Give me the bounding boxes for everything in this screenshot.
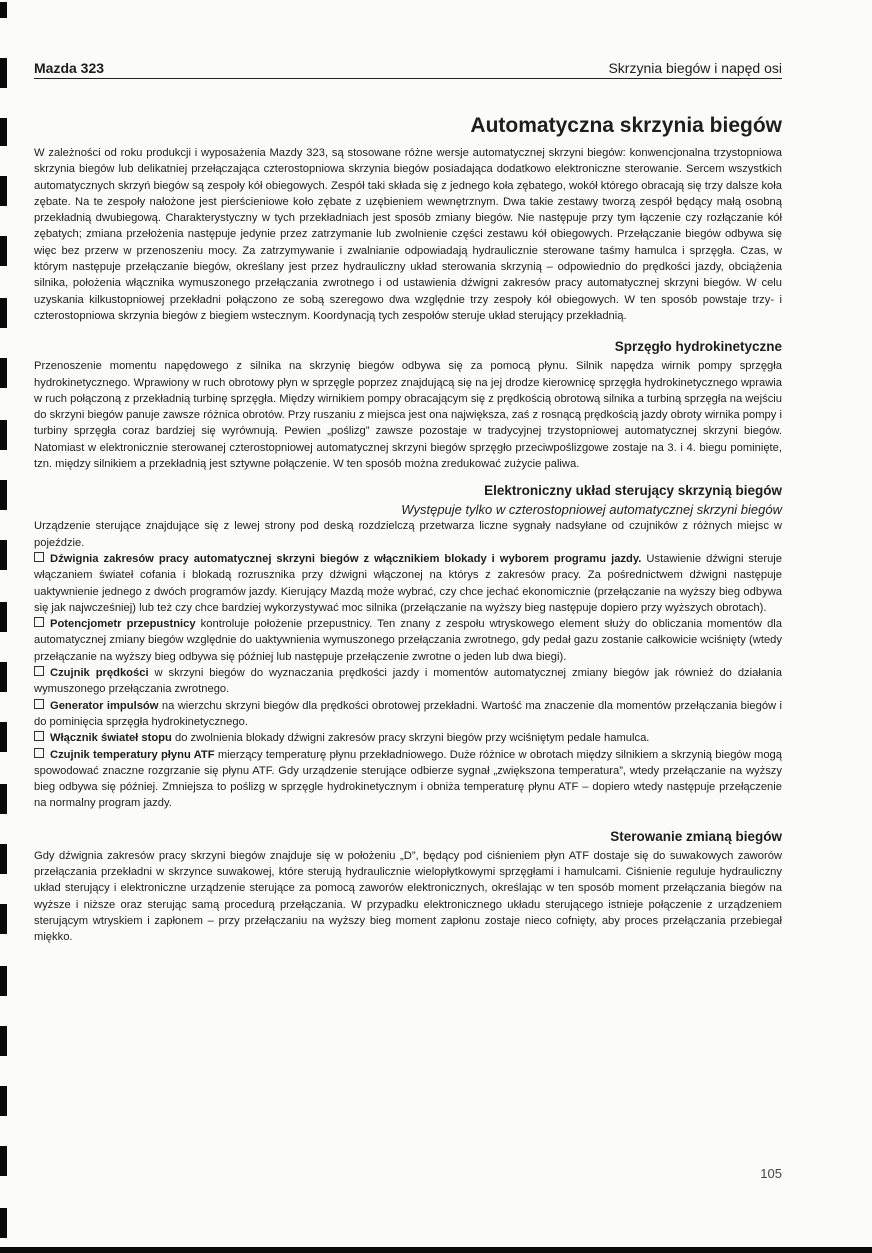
list-item xyxy=(34,551,782,616)
running-header xyxy=(34,56,782,79)
checkbox-icon xyxy=(34,699,44,709)
binding-mark xyxy=(0,58,7,88)
page-number: 105 xyxy=(760,1166,782,1181)
checkbox-icon xyxy=(34,552,44,562)
binding-mark xyxy=(0,480,7,510)
item-text: w skrzyni biegów do wyznaczania prędkości jazdy i momentów automatycznej zmiany biegów jak również do działania wymuszonego przełączania zwrotnego. xyxy=(34,667,782,696)
heading-control: Sterowanie zmianą biegów xyxy=(610,828,782,844)
item-term: Czujnik prędkości xyxy=(50,667,149,680)
heading-coupling: Sprzęgło hydrokinetyczne xyxy=(614,339,782,355)
item-term: Czujnik temperatury płynu ATF xyxy=(50,748,215,761)
binding-mark xyxy=(0,1146,7,1176)
binding-mark xyxy=(0,2,7,18)
coupling-paragraph: Przenoszenie momentu napędowego z silnika na skrzynię biegów odbywa się za pomocą płynu. Silnik napędza wirnik pompy sprzęgła hydrokinetycznego. Wprawiony w ruch obrotowy płyn w sprzęgle poprzez znajdującą się na jej drodze kierownicę sprzęgła hydrokinetycznego wprawia w ruch połączoną z przekładnią turbinę sprzęgła. Między wirnikiem pompy obracającym się z prędkością obrotową silnika a turbiną sprzęgła na wejściu do skrzyni biegów panuje zawsze różnica obrotów. Przy ruszaniu z miejsca jest ona największa, zaś z rosnącą prędkością jazdy obroty wirnika pompy i turbiny sprzęgła coraz bardziej się wyrównują. Pewien „poślizg” zawsze pozostaje w tradycyjnej trzystopniowej automatycznej skrzyni biegów. Natomiast w elektronicznie sterowanej czterostopniowej automatycznej skrzyni biegów sprzęgło przeciwpoślizgowe zostaje na 3. i 4. biegu pominięte, tzn. między silnikiem a przekładnią jest sztywne połączenie. W ten sposób można zredukować zużycie paliwa. xyxy=(34,360,782,471)
binding-mark xyxy=(0,1208,7,1238)
electronic-intro: Urządzenie sterujące znajdujące się z lewej strony pod deską rozdzielczą przetwarza liczne sygnały nadsyłane od czujników z różnych miejsc w pojeździe. xyxy=(34,520,782,549)
heading-electronic: Elektroniczny układ sterujący skrzynią biegów xyxy=(484,483,782,499)
list-item xyxy=(34,665,782,698)
header-model: Mazda 323 xyxy=(34,60,105,76)
list-item xyxy=(34,730,782,746)
item-term: Włącznik świateł stopu xyxy=(50,732,172,745)
item-text: kontroluje położenie przepustnicy. Ten znany z zespołu wtryskowego element służy do obliczania momentów dla automatycznej zmiany biegów względnie do uaktywnienia wymuszonego przełączania zwrotnego, gdy pedał gazu zostanie całkowicie wciśnięty (wtedy przełączanie na wyższy bieg odbywa się później lub następuje przełączenie zwrotne o jeden lub dwa biegi). xyxy=(34,618,782,663)
electronic-subtitle: Występuje tylko w czterostopniowej automatycznej skrzyni biegów xyxy=(401,502,782,518)
item-text: na wierzchu skrzyni biegów dla prędkości obrotowej przekładni. Wartość ma znaczenie dla momentów przełączania biegów i do pominięcia sprzęgła hydrokinetycznego. xyxy=(34,699,783,728)
binding-mark xyxy=(0,118,7,146)
checkbox-icon xyxy=(34,617,44,627)
list-item xyxy=(34,616,782,665)
binding-mark xyxy=(0,176,7,206)
page-bottom-edge xyxy=(0,1247,872,1253)
intro-paragraph: W zależności od roku produkcji i wyposażenia Mazdy 323, są stosowane różne wersje automatycznej skrzyni biegów: konwencjonalna trzystopniowa skrzynia biegów lub delikatniej przełączająca czterostopniowa skrzynia biegów posiadająca dodatkowo elektroniczne sterowanie. Sercem wszystkich automatycznych skrzyń biegów są zespoły kół obiegowych. Zespół taki składa się z jednego koła zębatego, wokół którego obracają się trzy dalsze koła zębate. Na te zespoły nałożone jest pierścieniowe koło zębate z uzębieniem wewnętrznym. Dwa takie zestawy tworzą zespół będący małą osobną przekładnią dwubiegową. Charakterystyczny w tych przekładniach jest sposób zmiany biegów. Nie następuje przy tym łączenie czy rozłączanie kół zębatych; zmiana przełożenia następuje jedynie przez zatrzymanie lub zwolnienie części zestawu kół obiegowych. Przełączanie biegów odbywa się więc bez przerw w przenoszeniu mocy. Za zatrzymywanie i zwalnianie odpowiadają hydraulicznie sterowane taśmy hamulca i sprzęgła. Czas, w którym następuje przełączanie biegów, określany jest przez hydrauliczny układ sterowania skrzynią – odpowiednio do prędkości jazdy, obciążenia silnika, położenia włącznika wymuszonego przełączania zwrotnego i od ustawienia dźwigni zakresów pracy automatycznej skrzyni biegów. W celu uzyskania kilkustopniowej przekładni połączono ze sobą szeregowo dwa względnie trzy zespoły kół obiegowych. W ten sposób powstaje trzy- i czterostopniowa skrzynia biegów z biegiem wstecznym. Koordynacją tych zespołów steruje układ sterujący przekładnią. xyxy=(34,147,782,322)
binding-mark xyxy=(0,966,7,996)
item-term: Generator impulsów xyxy=(50,699,159,712)
binding-mark xyxy=(0,1086,7,1116)
header-chapter: Skrzynia biegów i napęd osi xyxy=(608,60,782,76)
item-term: Potencjometr przepustnicy xyxy=(50,618,196,631)
list-item xyxy=(34,747,782,812)
item-text: do zwolnienia blokady dźwigni zakresów pracy skrzyni biegów przy wciśniętym pedale hamulca. xyxy=(171,732,650,745)
binding-mark xyxy=(0,358,7,388)
checkbox-icon xyxy=(34,748,44,758)
checkbox-icon xyxy=(34,666,44,676)
binding-mark xyxy=(0,662,7,692)
binding-mark xyxy=(0,1026,7,1056)
page-title: Automatyczna skrzynia biegów xyxy=(470,114,782,137)
binding-mark xyxy=(0,722,7,752)
binding-mark xyxy=(0,904,7,934)
binding-mark xyxy=(0,602,7,632)
item-text: Ustawienie dźwigni steruje włączaniem świateł cofania i blokadą rozrusznika przy dźwigni włączonej na którys z zakresów pracy. Za pośrednictwem dźwigni następuje uaktywnienie jednego z dwóch programów jazdy. Kierujący Mazdą może wybrać, czy chce jechać ekonomicznie (przełączanie na wyższy bieg odbywa się jak najwcześniej) lub też czy chce bardziej wykorzystywać moc silnika (przełączanie na wyższy bieg następuje dopiero przy wyższych obrotach). xyxy=(34,552,783,614)
binding-mark xyxy=(0,844,7,874)
document-page xyxy=(34,56,782,945)
item-term: Dźwignia zakresów pracy automatycznej skrzyni biegów z włącznikiem blokady i wyborem programu jazdy. xyxy=(50,552,642,565)
binding-mark xyxy=(0,540,7,570)
binding-mark xyxy=(0,236,7,266)
binding-mark xyxy=(0,420,7,450)
binding-mark xyxy=(0,784,7,814)
checkbox-icon xyxy=(34,731,44,741)
list-item xyxy=(34,698,782,731)
control-paragraph: Gdy dźwignia zakresów pracy skrzyni biegów znajduje się w położeniu „D”, będący pod ciśnieniem płyn ATF dostaje się do suwakowych zaworów przełączania przekładni w skrzynce suwakowej, które sterują hydraulicznie wielopłytkowymi sprzęgłami i hamulcami. Ciśnienie reguluje hydrauliczny układ sterujący i elektroniczne urządzenie sterujące za pomocą zaworów elektronicznych, określając w ten sposób moment przełączania biegów na wyższe i niższe oraz sterując samą procedurą przełączania. W przypadku elektronicznego układu sterującego istnieje połączenie z urządzeniem sterującym wtryskiem i zapłonem – przy przełączaniu na wyższy bieg moment zapłonu zostaje nieco cofnięty, aby proces przełączania przebiegał miękko. xyxy=(34,849,782,944)
item-text: mierzący temperaturę płynu przekładniowego. Duże różnice w obrotach między silnikiem a skrzynią biegów mogą spowodować znaczne rozgrzanie się płynu ATF. Gdy urządzenie sterujące odbierze sygnał „zwiększona temperatura”, wtedy przełączanie na wyższy bieg odbywa się później. Zmniejsza to poślizg w sprzęgle hydrokinetycznym i obniża temperaturę płynu ATF – dopiero wtedy następuje przełączenie na normalny program jazdy. xyxy=(34,748,782,810)
binding-mark xyxy=(0,298,7,328)
binding-edge xyxy=(0,0,8,1253)
